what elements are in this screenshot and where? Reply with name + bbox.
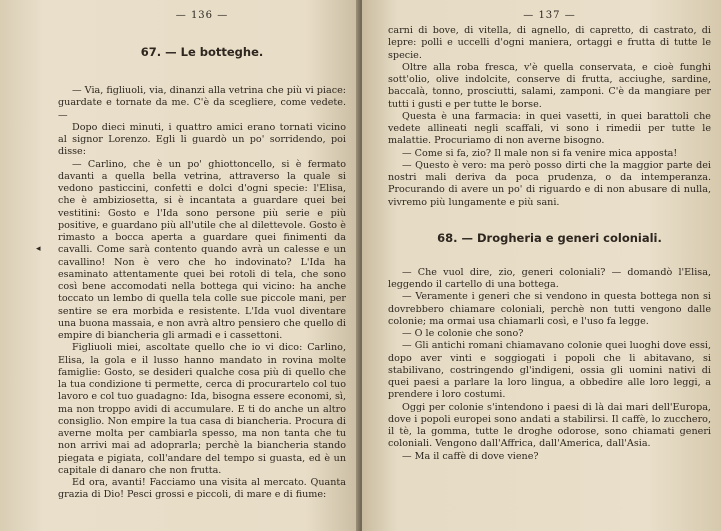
page-number-left: — 136 — [175, 10, 229, 21]
paragraph: Questa è una farmacia: in quei vasetti, in quei barattoli che vedete allineati negli scaffali, vi sono i rimedii per tutte le malattie. Procuriamo di non averne bisogno. [388, 110, 711, 147]
chapter-title-67: 67. — Le botteghe. [140, 45, 264, 59]
paragraph: — Che vuol dire, zio, generi coloniali? — domandò l'Elisa, leggendo il cartello di una bottega. [388, 266, 711, 290]
paragraph: — Gli antichi romani chiamavano colonie quei luoghi dove essi, dopo aver vinti e soggiogati i popoli che li abitavano, si stabilivano, costringendo gl'indigeni, ossia gli uomini nativi di quei paesi a parlare la loro lingua, a obbedire alle loro leggi, a prendere i loro costumi. [388, 340, 711, 401]
right-page [362, 0, 721, 531]
paragraph: — Ma il caffè di dove viene? [402, 450, 539, 462]
paragraph: — Veramente i generi che si vendono in questa bottega non si dovrebbero chiamare coloniali, perchè non tutti vengono dalle colonie; ma ormai usa chiamarli così, e l'uso fa legge. [388, 291, 711, 327]
paragraph: — O le colonie che sono? [402, 328, 524, 339]
paragraph: Oggi per colonie s'intendono i paesi di là dai mari dell'Europa, dove i popoli europei sono andati a stabilirsi. Il caffè, lo zucchero, il tè, la gomma, tutte le droghe odorose, sono chiamati generi coloniali. Vengono dall'Affrica, dall'America, dall'Asia. [388, 401, 711, 450]
margin-arrow-mark: ◂ [36, 244, 41, 254]
paragraph: — Come si fa, zio? Il male non si fa venire mica apposta! [402, 147, 678, 159]
paragraph: — Via, figliuoli, via, dinanzi alla vetrina che più vi piace: guardate e tornate da me. C'è da scegliere, come vedete. — [58, 85, 346, 121]
chapter-title-68: 68. — Drogheria e generi coloniali. [437, 230, 662, 245]
paragraph: carni di bove, di vitella, di agnello, di capretto, di castrato, di lepre: polli e uccelli d'ogni maniera, ortaggi e frutta di tutte le specie. [388, 25, 711, 61]
paragraph: — Questo è vero: ma però posso dirti che la maggior parte dei nostri mali deriva da poca prudenza, o da intemperanza. Procurando di avere un po' di riguardo e di non abusare di nulla, vivremo più lungamente e più sani. [388, 159, 711, 208]
paragraph: — Carlino, che è un po' ghiottoncello, si è fermato davanti a quella bella vetrina, attraverso la quale si vedono pasticcini, confetti e dolci d'ogni specie: l'Elisa, che è ambiziosetta, si è incantata a guardare quei bei vestitini: Gosto e l'Ida sono persone più serie e più positive, e guardano più all'utile che al dilettevole. Gosto è rimasto a bocca aperta a guardare quei finimenti da cavalli. Come sarà contento quando avrà un calesse e un cavallino! Non è vero che ho indovinato? L'Ida ha esaminato attentamente quei bei rotoli di tela, che sono così bene accomodati nella bottega qui vicino: ha anche toccato un lembo di quella tela colle sue piccole mani, per sentire se era morbida e resistente. L'Ida vuol diventare una buona massaia, e non avrà altro pensiero che quello di empire di biancheria gli armadi e i cassettoni. [58, 158, 346, 341]
paragraph: Dopo dieci minuti, i quattro amici erano tornati vicino al signor Lorenzo. Egli li guardò un po' sorridendo, poi disse: [58, 121, 346, 158]
left-page [0, 0, 360, 531]
paragraph: Ed ora, avanti! Facciamo una visita al mercato. Quanta grazia di Dio! Pesci grossi e piccoli, di mare e di fiume: [58, 477, 346, 501]
paragraph: Oltre alla roba fresca, v'è quella conservata, e cioè funghi sott'olio, olive indolcite, conserve di frutta, acciughe, sardine, baccalà, tonno, prosciutti, salami, zamponi. C'è da mangiare per tutti i gusti e per tutte le borse. [388, 61, 711, 110]
page-number-right: — 137 — [523, 10, 576, 21]
paragraph: Figliuoli miei, ascoltate quello che io vi dico: Carlino, Elisa, la gola e il lusso hanno mandato in rovina molte famiglie: Gosto, se desideri qualche cosa più di quello che la tua condizione ti permette, cerca di procurartelo col tuo lavoro e col tuo guadagno: Ida, bisogna essere economi, sì, ma non troppo avidi di accumulare. E ti do anche un altro consiglio. Non empire la tua casa di biancheria. Procura di averne molta per cambiarla spesso, ma non tanta che tu non arrivi mai ad adoprarla; perchè la biancheria stando piegata e pigiata, coll'andare del tempo si guasta, ed è un capitale di danaro che non frutta. [58, 342, 346, 476]
